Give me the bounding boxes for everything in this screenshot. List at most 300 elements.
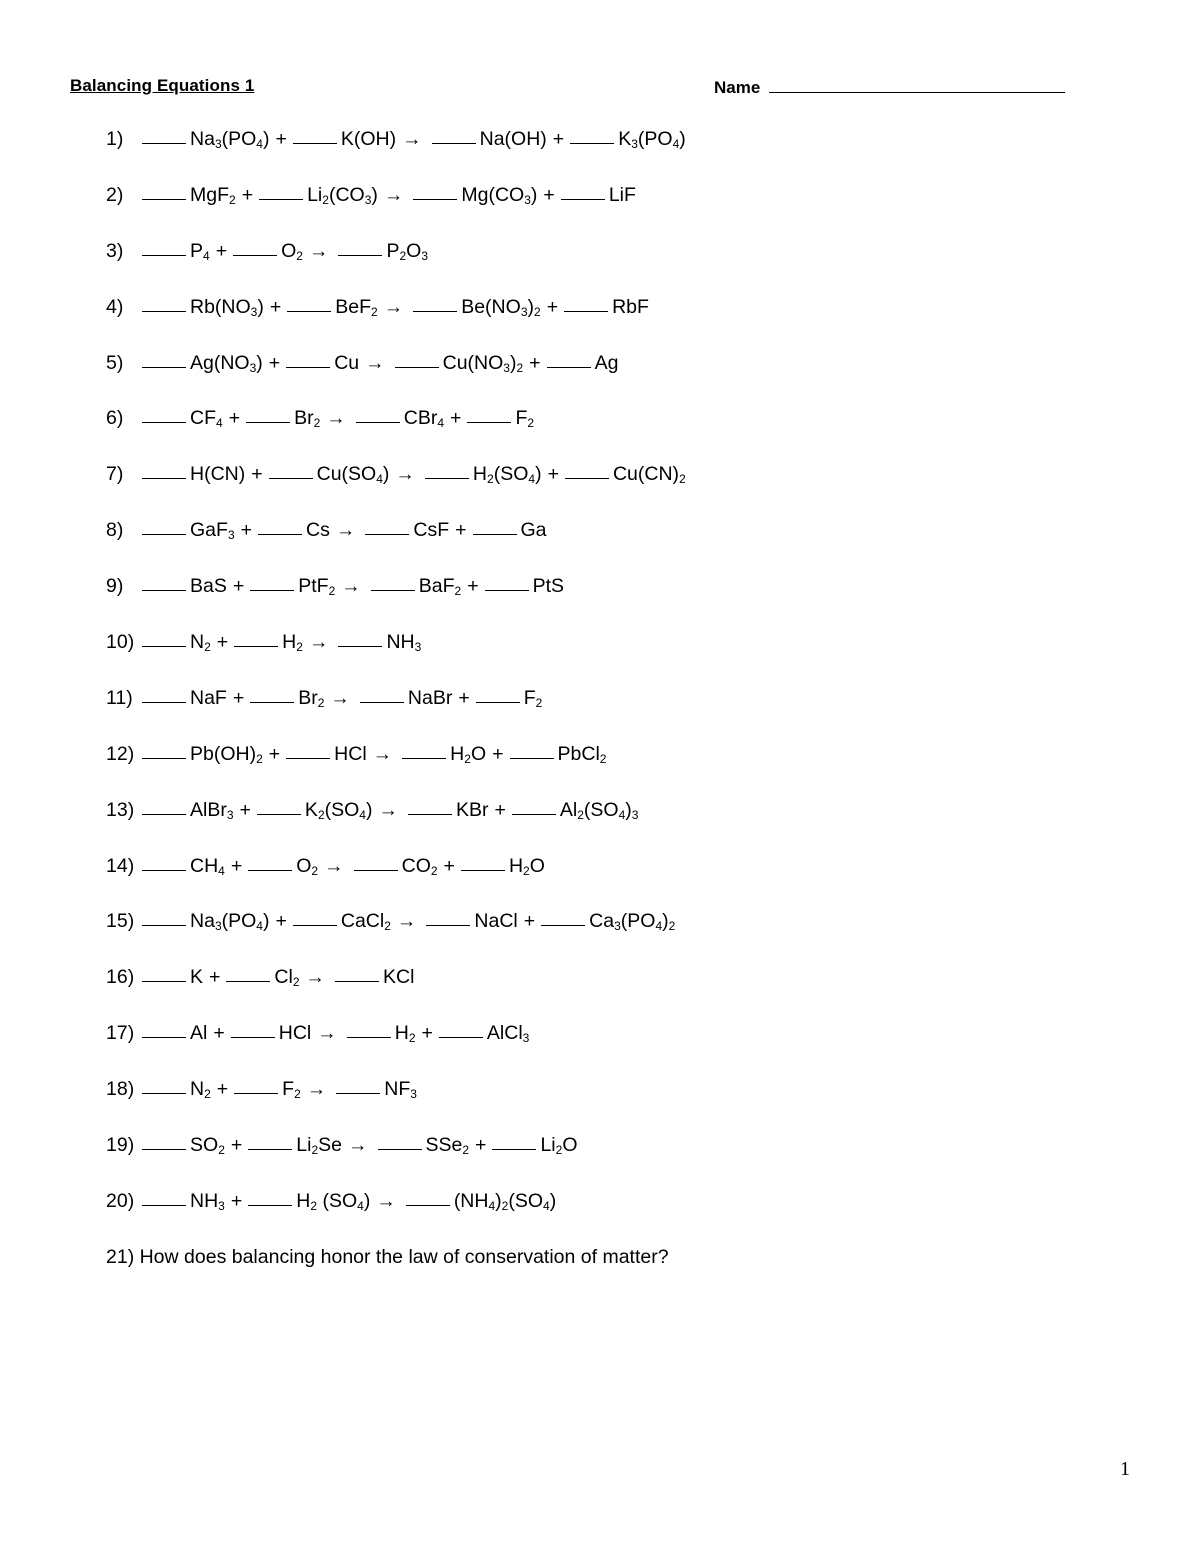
reaction-arrow: → xyxy=(348,1134,368,1157)
coefficient-blank[interactable] xyxy=(378,1148,422,1150)
chemical-formula: $(NH_4)_2(SO_4)$ xyxy=(453,1189,557,1213)
equation-term xyxy=(335,966,414,989)
reaction-arrow: → xyxy=(305,966,326,989)
plus-sign: + xyxy=(543,183,555,206)
equation-term xyxy=(248,1134,342,1157)
coefficient-blank[interactable] xyxy=(336,1092,380,1094)
coefficient-blank[interactable] xyxy=(234,1092,278,1094)
equation-term xyxy=(142,240,210,263)
plus-sign: + xyxy=(275,128,287,150)
plus-sign: + xyxy=(475,1134,487,1157)
equation-term xyxy=(432,128,547,151)
coefficient-blank[interactable] xyxy=(541,924,585,926)
chemical-formula: $Li_2(CO_3)$ xyxy=(307,183,378,207)
plus-sign: + xyxy=(547,463,559,486)
problem-number: 3) xyxy=(106,239,124,262)
problem-number: 2) xyxy=(106,183,124,206)
plus-sign: + xyxy=(241,183,254,206)
problem-number: 12) xyxy=(106,742,135,765)
equation-term xyxy=(248,1190,370,1213)
problem-row xyxy=(106,631,1106,687)
plus-sign: + xyxy=(455,519,467,542)
problem-number: 20) xyxy=(106,1189,135,1212)
chemical-formula: $Br_2$ xyxy=(298,686,325,710)
coefficient-blank[interactable] xyxy=(356,421,400,423)
chemical-formula: $Al_2(SO_4)_3$ xyxy=(559,798,639,822)
coefficient-blank[interactable] xyxy=(286,757,330,759)
plus-sign: + xyxy=(228,407,241,430)
plus-sign: + xyxy=(215,239,228,262)
coefficient-blank[interactable] xyxy=(335,980,379,982)
chemical-formula: HCl xyxy=(278,1022,312,1045)
coefficient-blank[interactable] xyxy=(259,198,303,200)
reaction-arrow: → xyxy=(324,854,344,877)
chemical-formula: $Pb(OH)_2$ xyxy=(190,742,263,766)
coefficient-blank[interactable] xyxy=(408,813,452,815)
problem-number: 4) xyxy=(106,295,124,318)
coefficient-blank[interactable] xyxy=(142,366,186,368)
chemical-formula: $Mg(CO_3)$ xyxy=(461,183,538,207)
problem-row xyxy=(106,128,1106,184)
coefficient-blank[interactable] xyxy=(564,310,608,312)
chemical-formula: $Li_2O$ xyxy=(540,1134,578,1158)
chemical-formula: $H_2O$ xyxy=(450,742,487,766)
equation-term xyxy=(142,184,236,207)
chemical-formula: $Cu(SO_4)$ xyxy=(316,463,390,487)
coefficient-blank[interactable] xyxy=(287,310,331,312)
chemical-formula: $Li_2Se$ xyxy=(296,1134,342,1158)
reaction-arrow: → xyxy=(365,351,385,374)
equation-term xyxy=(231,1022,312,1045)
equation-term xyxy=(142,1190,225,1213)
problem-number: 6) xyxy=(106,407,124,430)
coefficient-blank[interactable] xyxy=(142,980,186,982)
coefficient-blank[interactable] xyxy=(476,701,520,703)
coefficient-blank[interactable] xyxy=(142,757,186,759)
coefficient-blank[interactable] xyxy=(461,869,505,871)
coefficient-blank[interactable] xyxy=(250,589,294,591)
chemical-formula: $H_2$ xyxy=(282,631,303,655)
coefficient-blank[interactable] xyxy=(231,1036,275,1038)
equation-term xyxy=(570,128,686,151)
coefficient-blank[interactable] xyxy=(293,924,337,926)
equation-term xyxy=(512,799,639,822)
plus-sign: + xyxy=(269,295,282,318)
coefficient-blank[interactable] xyxy=(250,701,294,703)
chemical-formula: $P_2O_3$ xyxy=(386,239,429,263)
reaction-arrow: → xyxy=(378,798,398,821)
coefficient-blank[interactable] xyxy=(248,1204,292,1206)
problem-number: 16) xyxy=(106,966,135,989)
chemical-formula: Cu xyxy=(334,351,360,374)
equation-term xyxy=(269,463,390,486)
equation-term xyxy=(354,855,438,878)
coefficient-blank[interactable] xyxy=(473,533,517,535)
problem-row xyxy=(106,184,1106,240)
equation-term xyxy=(541,910,675,933)
reaction-arrow: → xyxy=(330,686,350,709)
equation-term xyxy=(246,407,320,430)
problem-number: 18) xyxy=(106,1078,135,1101)
coefficient-blank[interactable] xyxy=(142,421,186,423)
equation-term xyxy=(561,184,636,207)
coefficient-blank[interactable] xyxy=(142,869,186,871)
chemical-formula: $NH_3$ xyxy=(386,631,422,655)
equation-term xyxy=(287,296,377,319)
chemical-formula: BaF$_2$ xyxy=(418,575,462,599)
chemical-formula: BaS xyxy=(190,575,227,598)
equation-term xyxy=(142,128,269,151)
chemical-formula: MgF$_2$ xyxy=(190,183,236,207)
chemical-formula: $N_2$ xyxy=(190,631,211,655)
name-label: Name xyxy=(714,78,761,97)
problem-number: 14) xyxy=(106,854,135,877)
coefficient-blank[interactable] xyxy=(142,589,186,591)
plus-sign: + xyxy=(523,910,536,933)
problem-row xyxy=(106,575,1106,631)
coefficient-blank[interactable] xyxy=(402,757,446,759)
chemical-formula: $CF_4$ xyxy=(190,407,223,431)
coefficient-blank[interactable] xyxy=(485,589,529,591)
coefficient-blank[interactable] xyxy=(258,533,302,535)
equation-term xyxy=(142,519,235,542)
chemical-formula: PtF$_2$ xyxy=(298,575,336,599)
equation-term xyxy=(336,1078,417,1101)
plus-sign: + xyxy=(458,686,470,709)
coefficient-blank[interactable] xyxy=(360,701,404,703)
equation-term xyxy=(286,743,367,766)
coefficient-blank[interactable] xyxy=(142,701,186,703)
problem-row xyxy=(106,1022,1106,1078)
coefficient-blank[interactable] xyxy=(561,198,605,200)
chemical-formula: $N_2$ xyxy=(190,1078,211,1102)
plus-sign: + xyxy=(216,1078,229,1101)
chemical-formula: $NF_3$ xyxy=(384,1078,417,1102)
chemical-formula: RbF xyxy=(612,295,649,318)
reaction-arrow: → xyxy=(372,742,393,765)
chemical-formula: NaBr xyxy=(407,686,453,709)
reaction-arrow: → xyxy=(402,128,422,150)
chemical-formula: PtS xyxy=(532,575,565,598)
equation-term xyxy=(142,352,263,375)
equation-term xyxy=(413,184,537,207)
coefficient-blank[interactable] xyxy=(570,142,614,144)
chemical-formula: LiF xyxy=(608,183,636,206)
reaction-arrow: → xyxy=(341,575,361,598)
chemical-formula: $F_2$ xyxy=(523,686,543,710)
coefficient-blank[interactable] xyxy=(371,589,415,591)
problem-row xyxy=(106,296,1106,352)
chemical-formula: $Na_3(PO_4)$ xyxy=(190,910,270,934)
coefficient-blank[interactable] xyxy=(257,813,301,815)
equation-term xyxy=(356,407,444,430)
coefficient-blank[interactable] xyxy=(432,142,476,144)
problem-row xyxy=(106,910,1106,966)
chemical-formula: $Cu(NO_3)_2$ xyxy=(442,351,524,375)
equation-term xyxy=(142,407,223,430)
equation-term xyxy=(408,799,489,822)
chemical-formula: $Br_2$ xyxy=(294,407,321,431)
equation-term xyxy=(259,184,378,207)
chemical-formula: $H_2$ xyxy=(394,1022,416,1046)
plus-sign: + xyxy=(209,966,221,989)
chemical-formula: AlBr$_3$ xyxy=(190,798,234,822)
equation-term xyxy=(406,1190,556,1213)
coefficient-blank[interactable] xyxy=(365,533,409,535)
coefficient-blank[interactable] xyxy=(547,366,591,368)
reaction-arrow: → xyxy=(376,1189,396,1212)
equation-term xyxy=(248,855,318,878)
coefficient-blank[interactable] xyxy=(142,142,186,144)
chemical-formula: KBr xyxy=(455,798,489,821)
reaction-arrow: → xyxy=(326,407,346,430)
coefficient-blank[interactable] xyxy=(142,1092,186,1094)
chemical-formula: HCl xyxy=(334,742,367,765)
plus-sign: + xyxy=(529,351,541,374)
equation-term xyxy=(142,855,225,878)
chemical-formula: GaF$_3$ xyxy=(190,519,235,543)
worksheet-title: Balancing Equations 1 xyxy=(70,76,255,95)
coefficient-blank[interactable] xyxy=(142,813,186,815)
equation-term xyxy=(142,743,263,766)
chemical-formula: NaCl xyxy=(474,910,518,933)
equation-term xyxy=(426,910,517,933)
problem-row xyxy=(106,799,1106,855)
plus-sign: + xyxy=(216,631,229,654)
coefficient-blank[interactable] xyxy=(142,924,186,926)
problem-number: 19) xyxy=(106,1134,135,1157)
problem-number: 10) xyxy=(106,631,135,654)
coefficient-blank[interactable] xyxy=(338,645,382,647)
plus-sign: + xyxy=(230,1189,243,1212)
coefficient-blank[interactable] xyxy=(142,254,186,256)
plus-sign: + xyxy=(268,351,281,374)
chemical-formula: $O_2$ xyxy=(281,239,303,263)
coefficient-blank[interactable] xyxy=(248,869,292,871)
coefficient-blank[interactable] xyxy=(142,1036,186,1038)
coefficient-blank[interactable] xyxy=(354,869,398,871)
chemical-formula: $O_2$ xyxy=(296,854,319,878)
reaction-arrow: → xyxy=(317,1022,337,1045)
coefficient-blank[interactable] xyxy=(512,813,556,815)
equation-term xyxy=(338,631,421,654)
coefficient-blank[interactable] xyxy=(395,366,439,368)
chemical-formula: KCl xyxy=(383,966,415,989)
plus-sign: + xyxy=(239,798,251,821)
coefficient-blank[interactable] xyxy=(142,1204,186,1206)
plus-sign: + xyxy=(443,854,455,877)
chemical-formula: CaCl$_2$ xyxy=(340,910,391,934)
coefficient-blank[interactable] xyxy=(413,310,457,312)
equation-term xyxy=(413,296,540,319)
problem-number: 1) xyxy=(106,128,124,150)
coefficient-blank[interactable] xyxy=(246,421,290,423)
equation-term xyxy=(378,1134,470,1157)
coefficient-blank[interactable] xyxy=(286,366,330,368)
chemical-formula: $CO_2$ xyxy=(401,854,438,878)
coefficient-blank[interactable] xyxy=(492,1148,536,1150)
chemical-formula: H(CN) xyxy=(190,463,246,486)
plus-sign: + xyxy=(213,1022,225,1045)
chemical-formula: Al xyxy=(190,1022,208,1045)
coefficient-blank[interactable] xyxy=(226,980,270,982)
reaction-arrow: → xyxy=(335,519,356,542)
coefficient-blank[interactable] xyxy=(142,310,186,312)
chemical-formula: Cs xyxy=(306,519,330,542)
chemical-formula: Na(OH) xyxy=(479,128,547,150)
coefficient-blank[interactable] xyxy=(426,924,470,926)
plus-sign: + xyxy=(268,742,281,765)
reaction-arrow: → xyxy=(396,910,417,933)
equation-term xyxy=(371,575,461,598)
chemical-formula: $Rb(NO_3)$ xyxy=(190,295,264,319)
equation-term xyxy=(365,519,449,542)
equation-term xyxy=(142,1078,211,1101)
coefficient-blank[interactable] xyxy=(406,1204,450,1206)
equation-term xyxy=(142,799,234,822)
problem-number: 9) xyxy=(106,575,124,598)
coefficient-blank[interactable] xyxy=(347,1036,391,1038)
chemical-formula: $CH_4$ xyxy=(190,854,225,878)
equation-term xyxy=(360,687,452,710)
equation-term xyxy=(142,910,269,933)
equation-term xyxy=(142,1134,225,1157)
problem-number: 5) xyxy=(106,351,124,374)
equation-term xyxy=(347,1022,416,1045)
equation-term xyxy=(258,519,330,542)
equation-term xyxy=(226,966,299,989)
coefficient-blank[interactable] xyxy=(142,198,186,200)
coefficient-blank[interactable] xyxy=(413,198,457,200)
problem-row xyxy=(106,240,1106,296)
chemical-formula: CsF xyxy=(413,519,450,542)
plus-sign: + xyxy=(240,519,253,542)
equation-term xyxy=(402,743,486,766)
coefficient-blank[interactable] xyxy=(234,645,278,647)
equation-term xyxy=(142,1022,207,1045)
coefficient-blank[interactable] xyxy=(142,645,186,647)
equation-term xyxy=(425,463,542,486)
plus-sign: + xyxy=(467,575,479,598)
coefficient-blank[interactable] xyxy=(142,1148,186,1150)
coefficient-blank[interactable] xyxy=(142,533,186,535)
reaction-arrow: → xyxy=(395,463,415,486)
equation-term xyxy=(564,296,649,319)
problem-row xyxy=(106,687,1106,743)
chemical-formula: $NH_3$ xyxy=(190,1189,225,1213)
reaction-arrow: → xyxy=(306,1078,327,1101)
page-number: 1 xyxy=(1120,1458,1130,1480)
chemical-formula: $F_2$ xyxy=(515,407,535,431)
problem-list xyxy=(106,128,1106,1302)
chemical-formula: NaF xyxy=(190,686,227,709)
equation-term xyxy=(234,631,303,654)
plus-sign: + xyxy=(494,798,506,821)
name-field[interactable] xyxy=(714,76,1065,98)
equation-term xyxy=(142,575,227,598)
equation-term xyxy=(142,296,264,319)
coefficient-blank[interactable] xyxy=(565,477,609,479)
chemical-formula: $Cl_2$ xyxy=(274,966,300,990)
chemical-formula: $H_2$ $(SO_4)$ xyxy=(296,1189,371,1213)
chemical-formula: $H_2(SO_4)$ xyxy=(472,463,542,487)
problem-row xyxy=(106,743,1106,799)
coefficient-blank[interactable] xyxy=(269,477,313,479)
problem-number: 15) xyxy=(106,910,135,933)
plus-sign: + xyxy=(450,407,462,430)
equation-term xyxy=(467,407,534,430)
reaction-arrow: → xyxy=(383,295,404,318)
chemical-formula: $Cu(CN)_2$ xyxy=(612,463,686,487)
equation-term xyxy=(257,799,373,822)
reaction-arrow: → xyxy=(383,183,404,206)
chemical-formula: $SO_2$ xyxy=(190,1134,225,1158)
problem-number: 7) xyxy=(106,463,124,486)
conservation-question: 21) How does balancing honor the law of conservation of matter? xyxy=(106,1245,669,1268)
coefficient-blank[interactable] xyxy=(248,1148,292,1150)
chemical-formula: $F_2$ xyxy=(282,1078,301,1102)
plus-sign: + xyxy=(230,1134,243,1157)
chemical-formula: $Ag(NO_3)$ xyxy=(190,351,263,375)
plus-sign: + xyxy=(232,575,245,598)
equation-term xyxy=(395,352,524,375)
equation-term xyxy=(476,687,543,710)
problem-row xyxy=(106,1078,1106,1134)
problem-row xyxy=(106,1190,1106,1246)
problem-number: 11) xyxy=(106,686,133,709)
problem-row xyxy=(106,855,1106,911)
chemical-formula: $Na_3(PO_4)$ xyxy=(190,128,270,151)
chemical-formula: BeF$_2$ xyxy=(335,295,378,319)
coefficient-blank[interactable] xyxy=(293,142,337,144)
equation-term xyxy=(233,240,303,263)
coefficient-blank[interactable] xyxy=(439,1036,483,1038)
equation-term xyxy=(142,463,245,486)
chemical-formula: K(OH) xyxy=(340,128,397,150)
coefficient-blank[interactable] xyxy=(233,254,277,256)
equation-term xyxy=(510,743,607,766)
equation-term xyxy=(142,687,227,710)
problem-row xyxy=(106,407,1106,463)
equation-term xyxy=(485,575,564,598)
problem-number: 17) xyxy=(106,1022,135,1045)
coefficient-blank[interactable] xyxy=(510,757,554,759)
chemical-formula: $Be(NO_3)_2$ xyxy=(461,295,541,319)
plus-sign: + xyxy=(275,910,287,933)
chemical-formula: SSe$_2$ xyxy=(425,1134,470,1158)
equation-term xyxy=(250,575,335,598)
coefficient-blank[interactable] xyxy=(467,421,511,423)
chemical-formula: $K_2(SO_4)$ xyxy=(304,798,373,822)
chemical-formula: Ag xyxy=(594,351,619,374)
plus-sign: + xyxy=(552,128,565,150)
coefficient-blank[interactable] xyxy=(142,477,186,479)
coefficient-blank[interactable] xyxy=(338,254,382,256)
equation-term xyxy=(565,463,686,486)
problem-row xyxy=(106,966,1106,1022)
chemical-formula: $P_4$ xyxy=(190,239,210,263)
name-blank-line[interactable] xyxy=(769,76,1065,93)
chemical-formula: $H_2O$ xyxy=(508,854,545,878)
chemical-formula: $Ca_3(PO_4)_2$ xyxy=(589,910,676,934)
equation-term xyxy=(473,519,547,542)
problem-row xyxy=(106,1134,1106,1190)
problem-number: 8) xyxy=(106,519,124,542)
coefficient-blank[interactable] xyxy=(425,477,469,479)
chemical-formula: $K_3(PO_4)$ xyxy=(618,128,686,151)
equation-term xyxy=(286,352,359,375)
chemical-formula: CBr$_4$ xyxy=(403,407,445,431)
